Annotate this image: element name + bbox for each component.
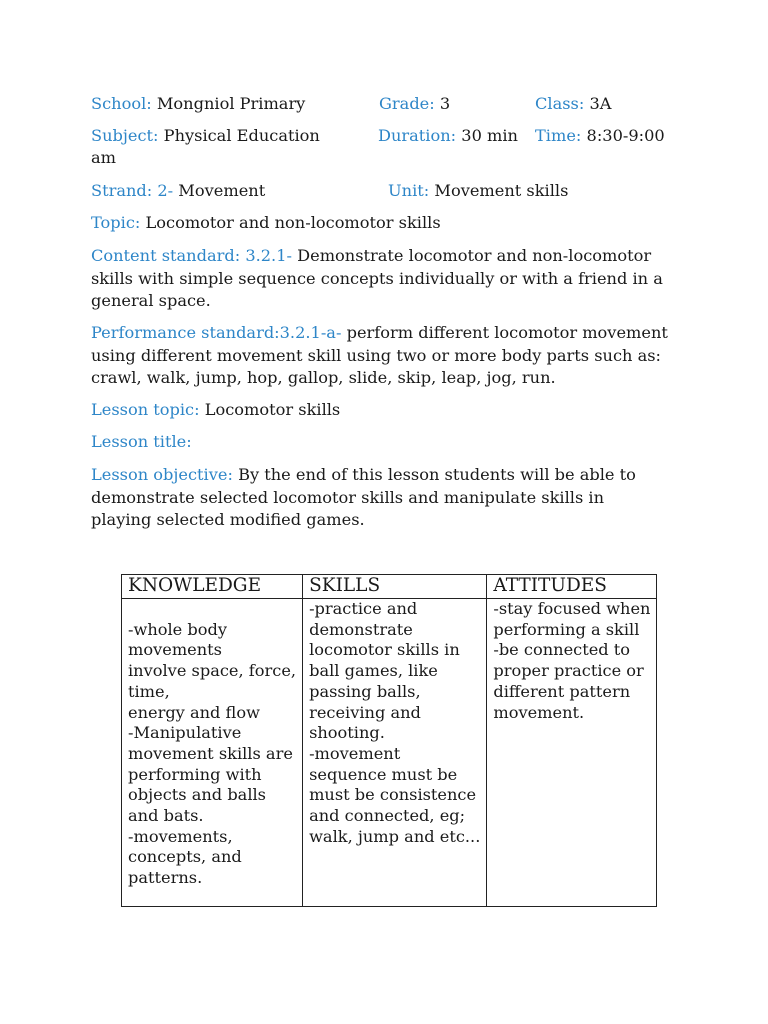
knowledge-line: and bats. <box>128 806 204 826</box>
strand-label: Strand: 2- <box>91 181 174 200</box>
skills-line: must be consistence <box>309 785 477 805</box>
topic-field <box>91 212 441 233</box>
time-value: 8:30-9:00 <box>586 126 665 145</box>
skills-line: shooting. <box>309 723 385 743</box>
lesson-objective <box>91 464 651 532</box>
unit-field <box>388 180 568 201</box>
knowledge-line: time, <box>128 681 170 701</box>
knowledge-line: -movements, <box>128 826 233 846</box>
attitudes-cell <box>487 599 657 907</box>
lesson-topic-value: Locomotor skills <box>204 400 341 419</box>
header-skills: SKILLS <box>303 575 487 599</box>
knowledge-line: objects and balls <box>128 785 266 805</box>
performance-standard <box>91 322 689 390</box>
attitudes-line: -be connected to <box>493 640 631 660</box>
attitudes-line: -stay focused when <box>493 599 651 618</box>
header-knowledge: KNOWLEDGE <box>122 575 303 599</box>
content-standard-text: Demonstrate locomotor and non-locomotor skills with simple sequence concepts individually or with a friend in a general space. <box>91 246 663 310</box>
topic-value: Locomotor and non-locomotor skills <box>145 213 441 232</box>
attitudes-line: performing a skill <box>493 619 640 639</box>
school-field <box>91 93 305 114</box>
knowledge-line <box>128 599 296 620</box>
subject-label: Subject: <box>91 126 159 145</box>
grade-label: Grade: <box>379 94 435 113</box>
skills-line: demonstrate <box>309 619 413 639</box>
school-value: Mongniol Primary <box>156 94 306 113</box>
duration-label: Duration: <box>378 126 457 145</box>
lesson-title-label: Lesson title: <box>91 432 192 451</box>
knowledge-line: performing with <box>128 764 262 784</box>
grade-value: 3 <box>439 94 451 113</box>
ksa-table <box>121 574 657 907</box>
subject-value: Physical Education <box>163 126 320 145</box>
knowledge-line: energy and flow <box>128 702 260 722</box>
class-field <box>535 93 611 114</box>
lesson-topic-label: Lesson topic: <box>91 400 200 419</box>
attitudes-line: proper practice or <box>493 661 644 681</box>
knowledge-line: -Manipulative <box>128 723 242 743</box>
table-row <box>122 599 657 907</box>
class-value: 3A <box>589 94 612 113</box>
unit-value: Movement skills <box>434 181 569 200</box>
subject-field <box>91 125 320 146</box>
skills-line: walk, jump and etc... <box>309 826 481 846</box>
strand-field <box>91 180 265 201</box>
performance-standard-text: perform different locomotor movement using different movement skill using two or more body parts such as: crawl, walk, jump, hop, gallop, slide, skip, leap, jog, run. <box>91 323 668 387</box>
performance-standard-label: Performance standard:3.2.1-a- <box>91 323 342 342</box>
content-standard <box>91 245 691 313</box>
skills-line: -movement <box>309 743 401 763</box>
time-field <box>535 125 665 146</box>
lesson-objective-label: Lesson objective: <box>91 465 233 484</box>
knowledge-line: concepts, and <box>128 847 242 867</box>
lesson-objective-text: By the end of this lesson students will be able to demonstrate selected locomotor skills and manipulate skills in playing selected modified games. <box>91 465 636 529</box>
table-header-row <box>122 575 657 599</box>
school-label: School: <box>91 94 152 113</box>
grade-field <box>379 93 450 114</box>
knowledge-line: involve space, force, <box>128 661 297 681</box>
duration-field <box>378 125 518 146</box>
attitudes-line: different pattern <box>493 681 631 701</box>
content-standard-label: Content standard: 3.2.1- <box>91 246 292 265</box>
skills-cell <box>303 599 487 907</box>
attitudes-line: movement. <box>493 702 585 722</box>
time-label: Time: <box>535 126 582 145</box>
header-attitudes: ATTITUDES <box>487 575 657 599</box>
class-label: Class: <box>535 94 585 113</box>
knowledge-line: patterns. <box>128 868 203 888</box>
skills-line: receiving and <box>309 702 421 722</box>
knowledge-line: movement skills are <box>128 743 293 763</box>
skills-line: -practice and <box>309 599 418 618</box>
time-suffix: am <box>91 148 117 167</box>
skills-line: passing balls, <box>309 681 421 701</box>
strand-value: Movement <box>178 181 266 200</box>
skills-line: ball games, like <box>309 661 438 681</box>
lesson-title-field <box>91 431 192 452</box>
knowledge-line: -whole body <box>128 619 228 639</box>
knowledge-cell <box>122 599 303 907</box>
lesson-topic-field <box>91 399 340 420</box>
unit-label: Unit: <box>388 181 430 200</box>
knowledge-line: movements <box>128 640 222 660</box>
skills-line: and connected, eg; <box>309 806 466 826</box>
skills-line: sequence must be <box>309 764 458 784</box>
skills-line: locomotor skills in <box>309 640 460 660</box>
topic-label: Topic: <box>91 213 141 232</box>
duration-value: 30 min <box>461 126 518 145</box>
